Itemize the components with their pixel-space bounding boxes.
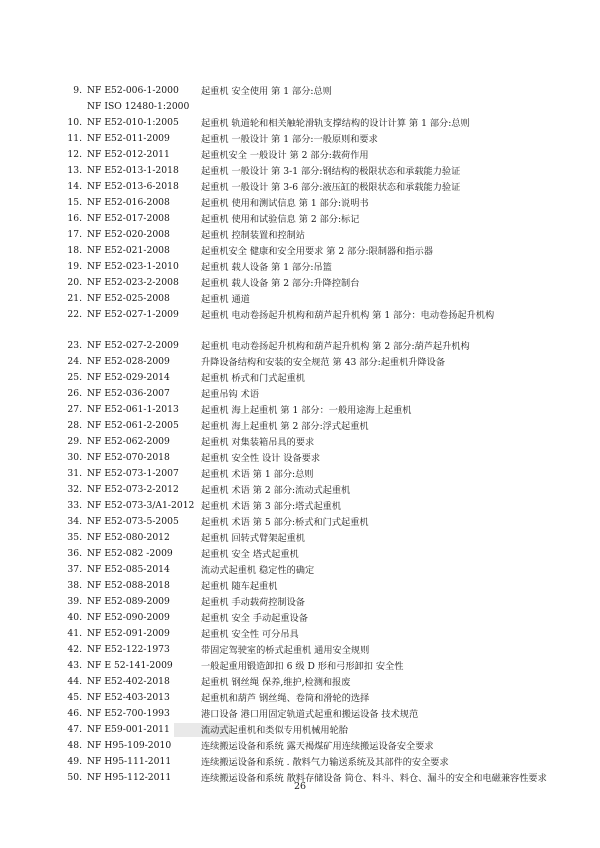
standard-code: NF H95-112-2011 [87, 772, 172, 783]
standard-code: NF E52-028-2009 [87, 356, 170, 367]
item-number: 45. [67, 692, 82, 703]
standard-code: NF E52-027-2-2009 [87, 340, 179, 351]
list-item [60, 354, 560, 370]
standard-title: 起重机 轨道轮和相关触轮滑轨支撑结构的设计计算 第 1 部分:总则 [201, 117, 470, 129]
standard-title: 起重机 海上起重机 第 1 部分：一般用途海上起重机 [201, 404, 412, 416]
standard-title: 起重机 一般设计 第 1 部分:一般原则和要求 [201, 133, 378, 145]
list-item [60, 626, 560, 642]
item-number: 38. [67, 580, 82, 591]
standard-title: 一般起重用锻造卸扣 6 级 D 形和弓形卸扣 安全性 [201, 660, 404, 672]
item-number: 16. [67, 213, 82, 224]
list-item [60, 514, 560, 530]
standard-code: NF E52-090-2009 [87, 612, 170, 623]
item-number: 33. [67, 500, 82, 511]
item-number: 40. [67, 612, 82, 623]
list-item [60, 386, 560, 402]
standard-title: 连续搬运设备和系统 露天褐煤矿用连续搬运设备安全要求 [201, 740, 434, 752]
standard-title: 流动式起重机 稳定性的确定 [201, 564, 315, 576]
item-number: 21. [67, 293, 82, 304]
standard-code: NF E52-011-2009 [87, 133, 170, 144]
list-item [60, 562, 560, 578]
standard-code: NF E52-062-2009 [87, 436, 170, 447]
item-number: 26. [67, 388, 82, 399]
standard-title: 起重吊钩 术语 [201, 388, 260, 400]
list-item [60, 434, 560, 450]
item-number: 48. [67, 740, 82, 751]
item-number: 46. [67, 708, 82, 719]
standard-title: 起重机 使用和测试信息 第 1 部分:说明书 [201, 197, 369, 209]
standard-title: 起重机 对集装箱吊具的要求 [201, 436, 315, 448]
item-number: 19. [67, 261, 82, 272]
standard-title: 起重机 术语 第 1 部分:总则 [201, 468, 314, 480]
list-item [60, 338, 560, 354]
standard-code: NF E52-036-2007 [87, 388, 170, 399]
item-number: 24. [67, 356, 82, 367]
item-number: 27. [67, 404, 82, 415]
item-number: 36. [67, 548, 82, 559]
list-item [60, 115, 560, 131]
standard-title: 起重机 海上起重机 第 2 部分:浮式起重机 [201, 420, 369, 432]
standard-title: 起重机 钢丝绳 保养,维护,检测和报废 [201, 676, 351, 688]
item-number: 37. [67, 564, 82, 575]
list-item [60, 370, 560, 386]
standard-code: NF E52-088-2018 [87, 580, 170, 591]
item-number: 49. [67, 756, 82, 767]
list-item [60, 163, 560, 179]
standard-title: 起重机 安全 手动起重设备 [201, 612, 308, 624]
standard-title: 起重机 术语 第 5 部分:桥式和门式起重机 [201, 516, 369, 528]
list-item [60, 99, 560, 115]
standard-code: NF E52-070-2018 [87, 452, 170, 463]
list-item [60, 594, 560, 610]
list-item [60, 482, 560, 498]
list-item [60, 450, 560, 466]
standard-code: NF E52-080-2012 [87, 532, 170, 543]
item-number: 13. [67, 165, 82, 176]
item-number: 31. [67, 468, 82, 479]
standard-title: 带固定驾驶室的桥式起重机 通用安全规则 [201, 644, 370, 656]
item-number: 10. [67, 117, 82, 128]
standard-code: NF E52-091-2009 [87, 628, 170, 639]
standard-code: NF E52-025-2008 [87, 293, 170, 304]
list-item [60, 195, 560, 211]
item-number: 29. [67, 436, 82, 447]
item-number: 9. [73, 85, 82, 96]
list-item [60, 642, 560, 658]
standard-code: NF ISO 12480-1:2000 [87, 101, 190, 112]
standard-code: NF E52-027-1-2009 [87, 309, 179, 320]
standard-code: NF E52-073-5-2005 [87, 516, 179, 527]
standard-code: NF E52-402-2018 [87, 676, 170, 687]
item-number: 12. [67, 149, 82, 160]
item-number: 11. [67, 133, 82, 144]
standard-title: 起重机 通道 [201, 293, 250, 305]
item-number: 44. [67, 676, 82, 687]
standard-title: 起重机 手动载荷控制设备 [201, 596, 305, 608]
standard-code: NF E52-013-6-2018 [87, 181, 179, 192]
list-item [60, 706, 560, 722]
standard-code: NF E52-023-2-2008 [87, 277, 179, 288]
standard-code: NF E52-013-1-2018 [87, 165, 179, 176]
standard-code: NF E52-089-2009 [87, 596, 170, 607]
standard-code: NF E52-700-1993 [87, 708, 170, 719]
item-number: 28. [67, 420, 82, 431]
standard-code: NF E 52-141-2009 [87, 660, 173, 671]
standard-title: 起重机 随车起重机 [201, 580, 278, 592]
item-number: 34. [67, 516, 82, 527]
standard-code: NF E59-001-2011 [87, 724, 170, 735]
list-item [60, 243, 560, 259]
item-number: 20. [67, 277, 82, 288]
standard-title: 起重机 安全 塔式起重机 [201, 548, 299, 560]
item-number: 50. [67, 772, 82, 783]
standard-code: NF E52-020-2008 [87, 229, 170, 240]
standard-code: NF E52-073-3/A1-2012 [87, 500, 195, 511]
standard-title: 起重机 术语 第 3 部分:塔式起重机 [201, 500, 342, 512]
list-item [60, 546, 560, 562]
standard-code: NF E52-085-2014 [87, 564, 170, 575]
list-item [60, 658, 560, 674]
item-number: 41. [67, 628, 82, 639]
standard-title: 起重机 载人设备 第 2 部分:升降控制台 [201, 277, 360, 289]
item-number: 39. [67, 596, 82, 607]
standard-code: NF E52-021-2008 [87, 245, 170, 256]
list-item [60, 227, 560, 243]
list-item [60, 259, 560, 275]
item-number: 42. [67, 644, 82, 655]
standard-title: 起重机 术语 第 2 部分:流动式起重机 [201, 484, 351, 496]
item-number: 23. [67, 340, 82, 351]
standard-code: NF E52-012-2011 [87, 149, 170, 160]
list-item [60, 738, 560, 754]
standard-code: NF E52-061-1-2013 [87, 404, 179, 415]
standard-code: NF E52-061-2-2005 [87, 420, 179, 431]
standard-title: 起重机 一般设计 第 3-6 部分:液压缸的极限状态和承载能力验证 [201, 181, 461, 193]
list-item [60, 722, 560, 738]
standard-title: 流动式起重机和类似专用机械用轮胎 [201, 724, 348, 736]
standard-code: NF E52-023-1-2010 [87, 261, 179, 272]
list-item [60, 211, 560, 227]
item-number: 35. [67, 532, 82, 543]
item-number: 25. [67, 372, 82, 383]
standard-title: 连续搬运设备和系统 散料存储设备 筒仓、料斗、料仓、漏斗的安全和电磁兼容性要求 [201, 772, 547, 784]
standard-code: NF E52-010-1:2005 [87, 117, 179, 128]
list-item [60, 754, 560, 770]
standard-code: NF E52-029-2014 [87, 372, 170, 383]
standard-title: 起重机 一般设计 第 3-1 部分:钢结构的极限状态和承载能力验证 [201, 165, 461, 177]
list-item [60, 275, 560, 291]
item-number: 17. [67, 229, 82, 240]
standard-code: NF E52-073-2-2012 [87, 484, 179, 495]
standard-title: 起重机和葫芦 钢丝绳、卷筒和滑轮的选择 [201, 692, 370, 704]
item-number: 22. [67, 309, 82, 320]
standard-title: 起重机安全 健康和安全用要求 第 2 部分:限制器和指示器 [201, 245, 433, 257]
item-number: 15. [67, 197, 82, 208]
list-item [60, 131, 560, 147]
standard-title: 连续搬运设备和系统 . 散料气力输送系统及其部件的安全要求 [201, 756, 449, 768]
standard-code: NF E52-006-1-2000 [87, 85, 179, 96]
list-item [60, 498, 560, 514]
list-item [60, 674, 560, 690]
standard-code: NF H95-111-2011 [87, 756, 172, 767]
item-number: 32. [67, 484, 82, 495]
standard-code: NF E52-073-1-2007 [87, 468, 179, 479]
standard-code: NF E52-403-2013 [87, 692, 170, 703]
list-item [60, 578, 560, 594]
item-number: 30. [67, 452, 82, 463]
list-item [60, 418, 560, 434]
list-item [60, 147, 560, 163]
standard-title: 港口设备 港口用固定轨道式起重和搬运设备 技术规范 [201, 708, 419, 720]
item-number: 18. [67, 245, 82, 256]
standard-title: 起重机 安全使用 第 1 部分:总则 [201, 85, 332, 97]
standard-title: 起重机 桥式和门式起重机 [201, 372, 305, 384]
standard-title: 起重机 载人设备 第 1 部分:吊篮 [201, 261, 332, 273]
standard-title: 起重机 控制装置和控制站 [201, 229, 305, 241]
standard-code: NF E52-017-2008 [87, 213, 170, 224]
standards-list [60, 83, 560, 801]
list-item [60, 690, 560, 706]
standard-title: 升降设备结构和安装的安全规范 第 43 部分:起重机升降设备 [201, 356, 446, 368]
standard-code: NF E52-016-2008 [87, 197, 170, 208]
standard-title: 起重机 安全性 设计 设备要求 [201, 452, 321, 464]
list-item [60, 307, 560, 338]
standard-title: 起重机 安全性 可分吊具 [201, 628, 299, 640]
standard-title: 起重机 电动卷扬起升机构和葫芦起升机构 第 1 部分：电动卷扬起升机构 [201, 309, 495, 321]
list-item [60, 466, 560, 482]
list-item [60, 291, 560, 307]
standard-code: NF E52-082 -2009 [87, 548, 173, 559]
standard-title: 起重机安全 一般设计 第 2 部分:载荷作用 [201, 149, 369, 161]
standard-code: NF E52-122-1973 [87, 644, 170, 655]
standard-title: 起重机 电动卷扬起升机构和葫芦起升机构 第 2 部分:葫芦起升机构 [201, 340, 470, 352]
standard-title: 起重机 回转式臂架起重机 [201, 532, 305, 544]
standard-code: NF H95-109-2010 [87, 740, 172, 751]
list-item [60, 179, 560, 195]
list-item [60, 530, 560, 546]
list-item [60, 402, 560, 418]
item-number: 43. [67, 660, 82, 671]
list-item [60, 610, 560, 626]
standard-title: 起重机 使用和试验信息 第 2 部分:标记 [201, 213, 360, 225]
page-number: 26 [293, 781, 307, 792]
list-item [60, 83, 560, 99]
item-number: 47. [67, 724, 82, 735]
item-number: 14. [67, 181, 82, 192]
